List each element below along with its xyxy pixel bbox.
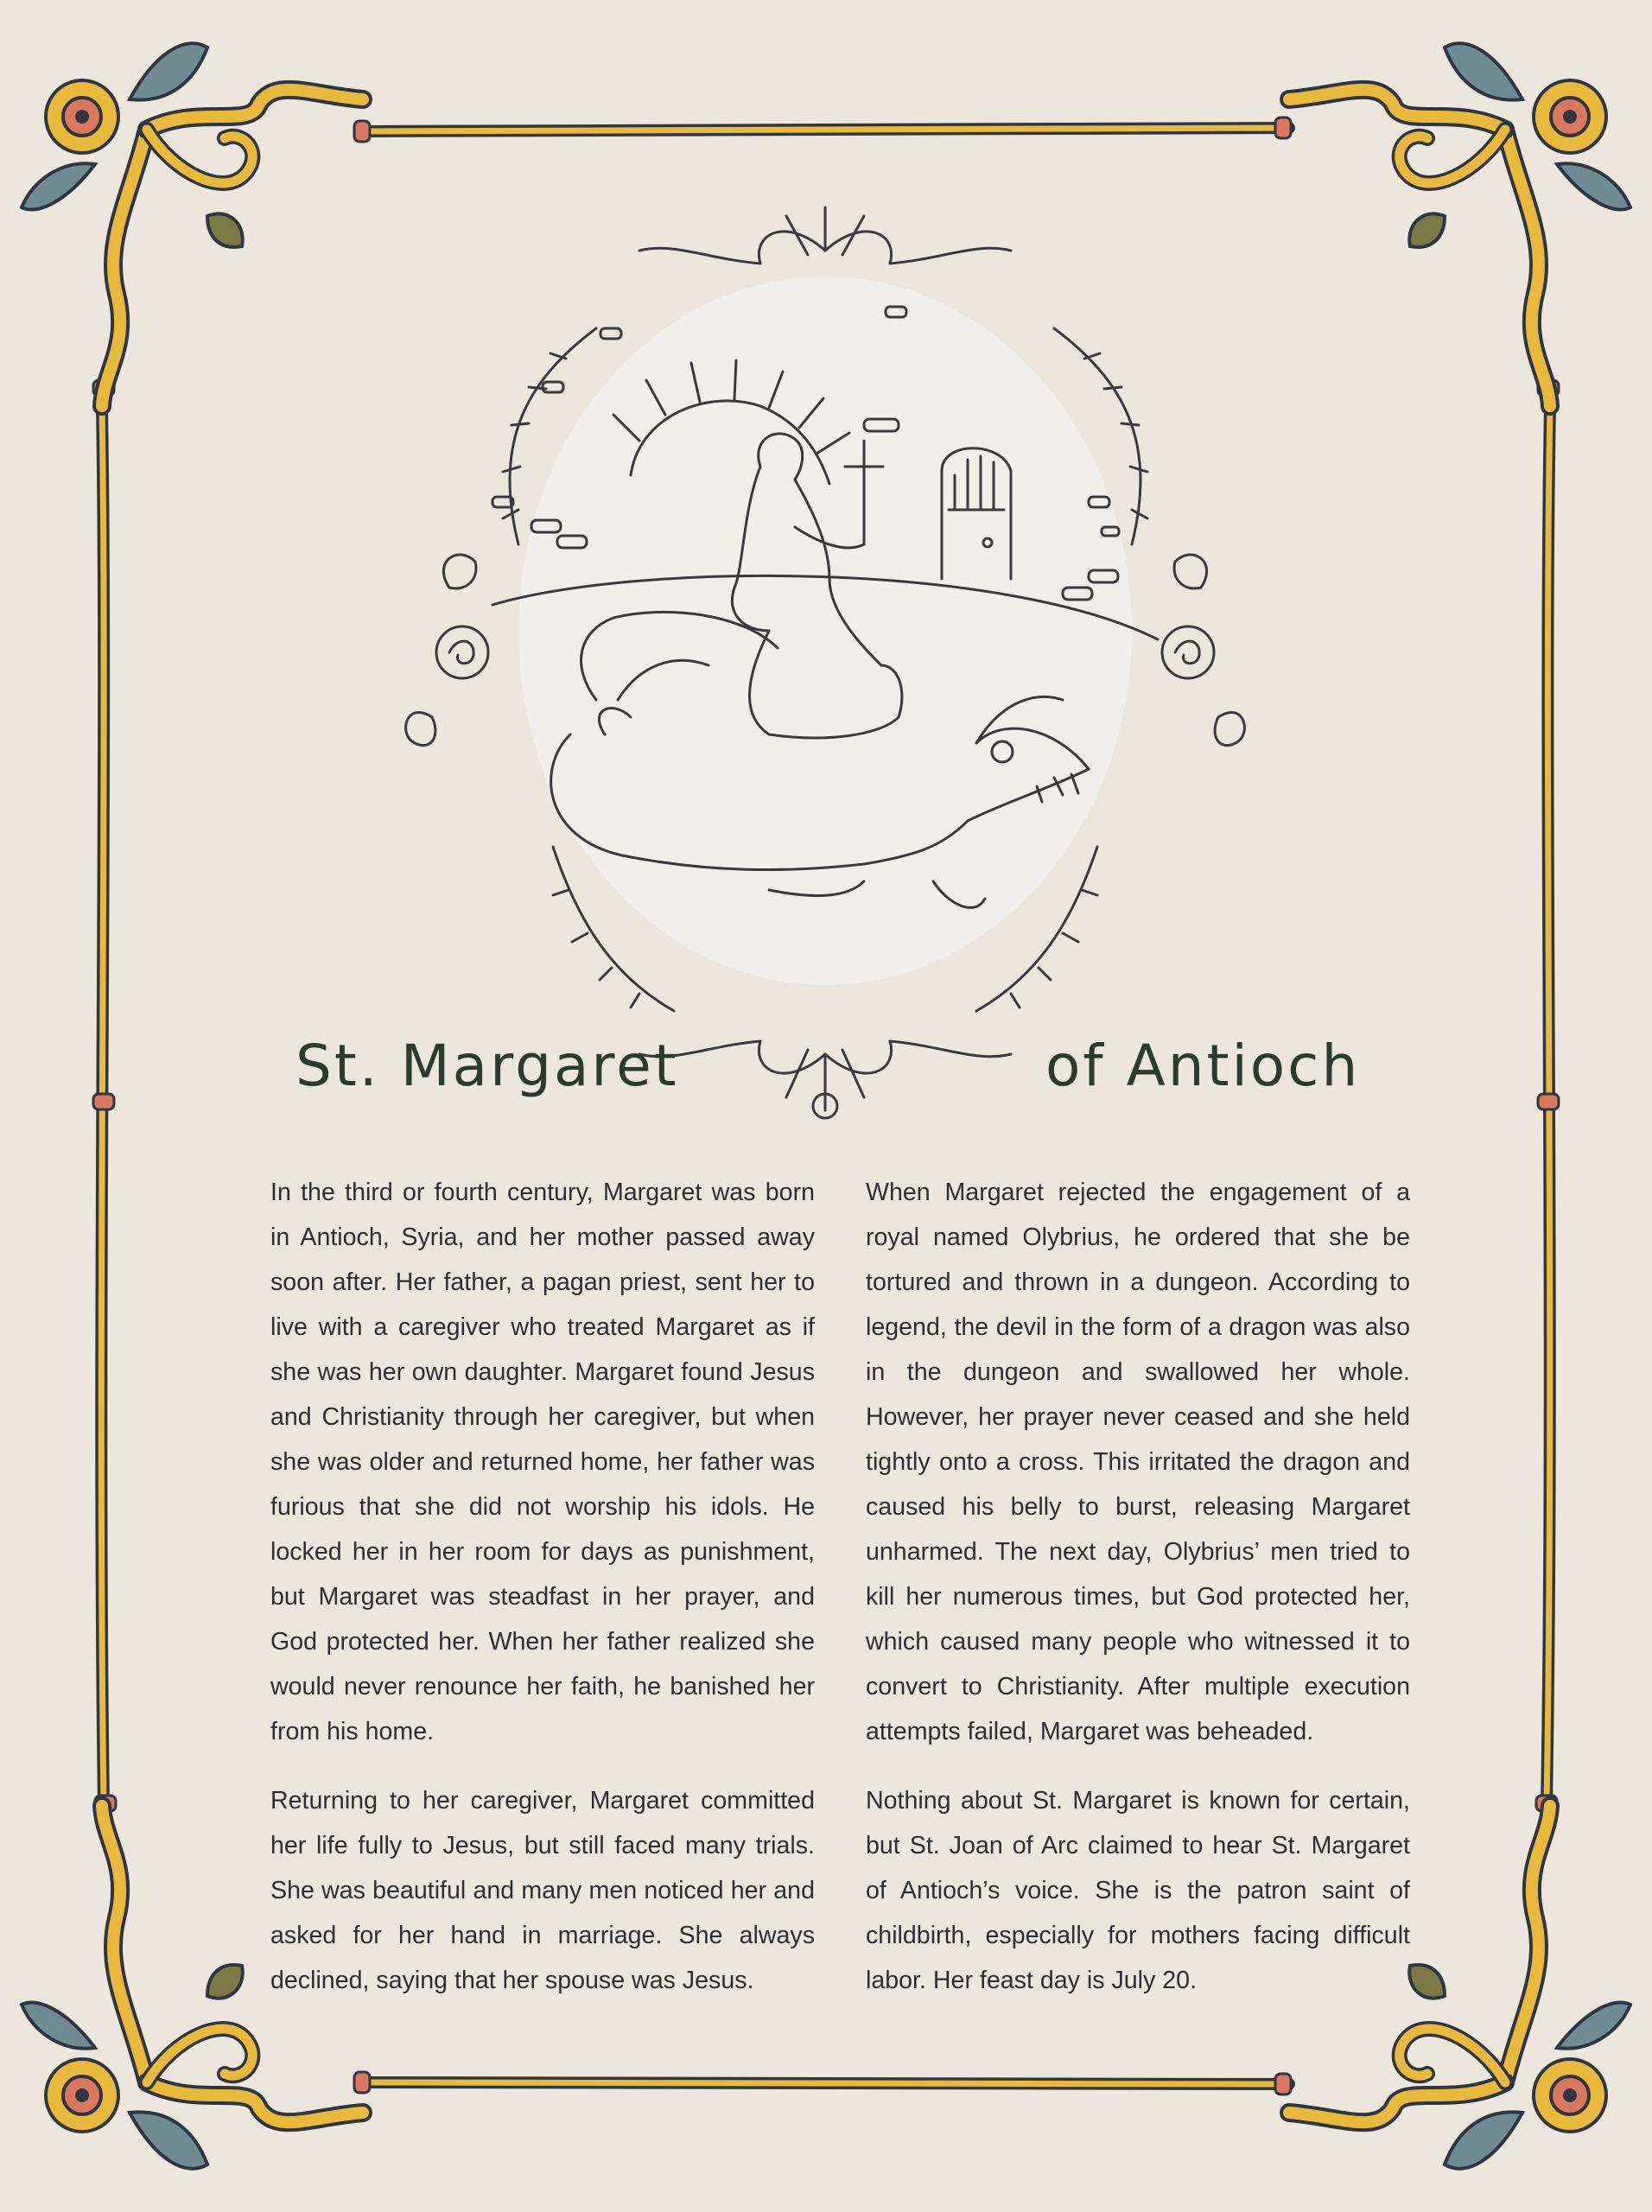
paragraph: In the third or fourth century, Margaret was born in Antioch, Syria, and her mother passed away soon after. Her father, a pagan priest, sent her to live with a caregiver who treated Margaret as if she was her own daughter. Margaret found Jesus and Christianity through her caregiver, but when she was older and returned home, her father was furious that she did not worship his idols. He locked her in her room for days as punishment, but Margaret was steadfast in her prayer, and God protected her. When her father realized she would never renounce her faith, he banished her from his home. (270, 1179, 815, 1745)
flower-icon (639, 207, 1011, 264)
text-column-left (270, 1170, 815, 2027)
medallion-illustration (380, 181, 1270, 1149)
paragraph: Returning to her caregiver, Margaret committed her life fully to Jesus, but still faced many trials. She was beautiful and many men noticed her and asked for her hand in marriage. She always declined, saying that her spouse was Jesus. (270, 1787, 815, 1994)
medallion-oval (518, 276, 1132, 985)
text-column-right (866, 1170, 1410, 2027)
paragraph: Nothing about St. Margaret is known for certain, but St. Joan of Arc claimed to hear St. Margaret of Antioch’s voice. She is the patron saint of childbirth, especially for mothers facing difficult labor. Her feast day is July 20. (866, 1787, 1410, 1994)
flower-icon (639, 1041, 1011, 1118)
corner-ornament-top-right (1289, 43, 1630, 406)
title-part-1: St. Margaret (295, 1033, 679, 1099)
title-part-2: of Antioch (1045, 1033, 1361, 1099)
paragraph: When Margaret rejected the engagement of a royal named Olybrius, he ordered that she be tortured and thrown in a dungeon. According to legend, the devil in the form of a dragon was also in the dungeon and swallowed her whole. However, her prayer never ceased and she held tightly onto a cross. This irritated the dragon and caused his belly to burst, releasing Margaret unharmed. The next day, Olybrius’ men tried to kill her numerous times, but God protected her, which caused many people who witnessed it to convert to Christianity. After multiple execution attempts failed, Margaret was beheaded. (866, 1179, 1410, 1745)
corner-ornament-top-left (22, 43, 363, 406)
